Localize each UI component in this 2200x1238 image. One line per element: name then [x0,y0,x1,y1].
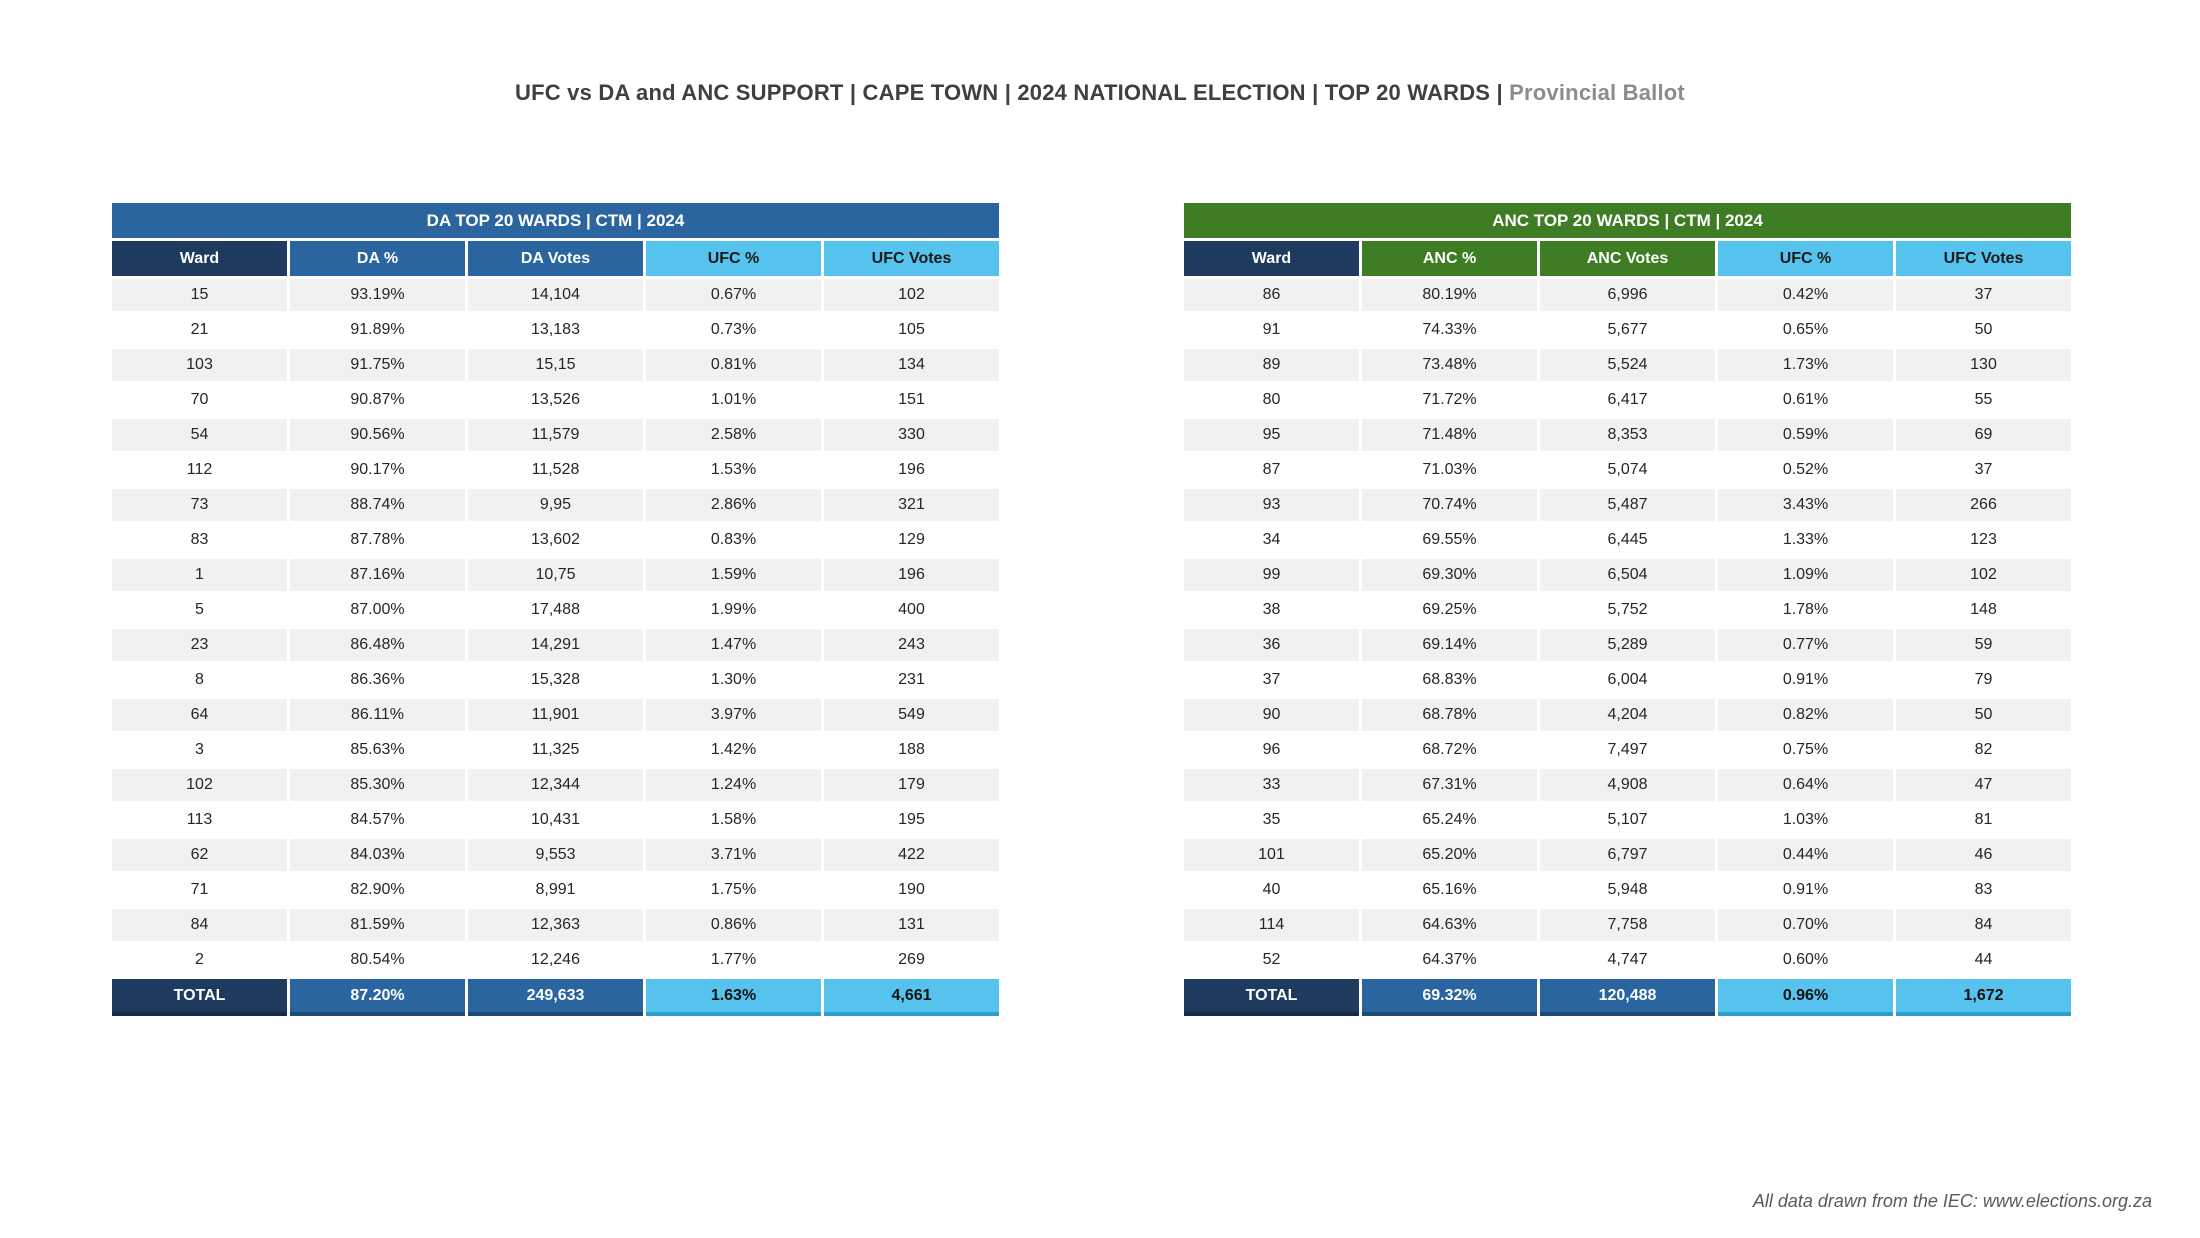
cell: 35 [1184,804,1359,836]
total-cell: 87.20% [290,979,465,1016]
cell: 40 [1184,874,1359,906]
cell: 3.97% [646,699,821,731]
cell: 90.56% [290,419,465,451]
cell: 69.55% [1362,524,1537,556]
cell: 1.58% [646,804,821,836]
cell: 17,488 [468,594,643,626]
cell: 96 [1184,734,1359,766]
table-row [112,734,999,766]
cell: 80.19% [1362,279,1537,311]
page-title-ballot-type: Provincial Ballot [1509,80,1685,105]
cell: 0.59% [1718,419,1893,451]
cell: 64.63% [1362,909,1537,941]
cell: 88.74% [290,489,465,521]
cell: 1 [112,559,287,591]
cell: 10,75 [468,559,643,591]
table-row [1184,699,2071,731]
cell: 0.65% [1718,314,1893,346]
cell: 105 [824,314,999,346]
cell: 84.57% [290,804,465,836]
cell: 266 [1896,489,2071,521]
cell: 21 [112,314,287,346]
cell: 9,95 [468,489,643,521]
cell: 10,431 [468,804,643,836]
total-cell: 0.96% [1718,979,1893,1016]
column-header: UFC % [646,241,821,276]
cell: 113 [112,804,287,836]
total-row [1184,979,2071,1016]
cell: 102 [824,279,999,311]
cell: 3.43% [1718,489,1893,521]
cell: 11,528 [468,454,643,486]
total-cell: 4,661 [824,979,999,1016]
cell: 74.33% [1362,314,1537,346]
page-title-main: UFC vs DA and ANC SUPPORT | CAPE TOWN | 2024 NATIONAL ELECTION | TOP 20 WARDS | [515,80,1503,105]
cell: 80 [1184,384,1359,416]
table-row [1184,279,2071,311]
cell: 54 [112,419,287,451]
table-row [1184,384,2071,416]
table-row [1184,349,2071,381]
cell: 13,602 [468,524,643,556]
cell: 5 [112,594,287,626]
cell: 13,183 [468,314,643,346]
cell: 179 [824,769,999,801]
cell: 70.74% [1362,489,1537,521]
table-row [112,769,999,801]
cell: 23 [112,629,287,661]
cell: 84 [112,909,287,941]
cell: 131 [824,909,999,941]
cell: 0.64% [1718,769,1893,801]
cell: 1.59% [646,559,821,591]
cell: 0.60% [1718,944,1893,976]
table-row [1184,839,2071,871]
cell: 0.81% [646,349,821,381]
cell: 95 [1184,419,1359,451]
table-row [112,314,999,346]
cell: 15 [112,279,287,311]
cell: 4,908 [1540,769,1715,801]
cell: 90.17% [290,454,465,486]
cell: 101 [1184,839,1359,871]
cell: 0.73% [646,314,821,346]
cell: 6,417 [1540,384,1715,416]
column-header: UFC Votes [824,241,999,276]
cell: 86.36% [290,664,465,696]
cell: 93.19% [290,279,465,311]
cell: 64 [112,699,287,731]
column-header: Ward [112,241,287,276]
cell: 0.61% [1718,384,1893,416]
cell: 71.48% [1362,419,1537,451]
column-header: DA % [290,241,465,276]
table-row [1184,874,2071,906]
cell: 69.14% [1362,629,1537,661]
cell: 0.82% [1718,699,1893,731]
cell: 151 [824,384,999,416]
anc-top20-table [1181,200,2074,1019]
cell: 99 [1184,559,1359,591]
table-row [112,349,999,381]
cell: 71.03% [1362,454,1537,486]
cell: 129 [824,524,999,556]
total-cell: 120,488 [1540,979,1715,1016]
cell: 9,553 [468,839,643,871]
table-row [1184,314,2071,346]
cell: 422 [824,839,999,871]
column-header: UFC Votes [1896,241,2071,276]
cell: 330 [824,419,999,451]
cell: 103 [112,349,287,381]
table-title: DA TOP 20 WARDS | CTM | 2024 [112,203,999,238]
cell: 2.86% [646,489,821,521]
cell: 52 [1184,944,1359,976]
cell: 44 [1896,944,2071,976]
cell: 87.16% [290,559,465,591]
cell: 69.30% [1362,559,1537,591]
cell: 1.09% [1718,559,1893,591]
cell: 7,497 [1540,734,1715,766]
cell: 86 [1184,279,1359,311]
cell: 50 [1896,314,2071,346]
table-title-row [1184,203,2071,238]
cell: 37 [1184,664,1359,696]
cell: 83 [1896,874,2071,906]
cell: 69.25% [1362,594,1537,626]
cell: 130 [1896,349,2071,381]
cell: 134 [824,349,999,381]
cell: 83 [112,524,287,556]
cell: 1.03% [1718,804,1893,836]
table-row [112,559,999,591]
cell: 4,747 [1540,944,1715,976]
cell: 196 [824,559,999,591]
cell: 112 [112,454,287,486]
cell: 5,677 [1540,314,1715,346]
column-header: ANC Votes [1540,241,1715,276]
cell: 3.71% [646,839,821,871]
cell: 14,291 [468,629,643,661]
cell: 62 [112,839,287,871]
table-row [112,909,999,941]
table-row [1184,909,2071,941]
cell: 123 [1896,524,2071,556]
cell: 68.72% [1362,734,1537,766]
cell: 6,996 [1540,279,1715,311]
total-cell: 1,672 [1896,979,2071,1016]
column-header-row [1184,241,2071,276]
total-cell: 249,633 [468,979,643,1016]
cell: 1.30% [646,664,821,696]
cell: 195 [824,804,999,836]
cell: 1.33% [1718,524,1893,556]
cell: 12,363 [468,909,643,941]
table-row [112,454,999,486]
cell: 1.01% [646,384,821,416]
cell: 1.77% [646,944,821,976]
cell: 65.20% [1362,839,1537,871]
table-row [1184,454,2071,486]
column-header: DA Votes [468,241,643,276]
cell: 1.47% [646,629,821,661]
cell: 15,328 [468,664,643,696]
table-row [1184,734,2071,766]
table-row [1184,419,2071,451]
cell: 1.53% [646,454,821,486]
cell: 73.48% [1362,349,1537,381]
cell: 11,325 [468,734,643,766]
cell: 33 [1184,769,1359,801]
cell: 69 [1896,419,2071,451]
table-row [1184,524,2071,556]
cell: 87.00% [290,594,465,626]
cell: 90 [1184,699,1359,731]
cell: 13,526 [468,384,643,416]
cell: 5,948 [1540,874,1715,906]
cell: 73 [112,489,287,521]
total-row [112,979,999,1016]
data-source-note: All data drawn from the IEC: www.elections.org.za [1752,1191,2152,1211]
table-row [1184,559,2071,591]
table-row [1184,769,2071,801]
table-row [112,524,999,556]
table-row [112,419,999,451]
cell: 5,107 [1540,804,1715,836]
table-row [112,489,999,521]
table-row [112,699,999,731]
page-title [0,80,2200,106]
cell: 93 [1184,489,1359,521]
cell: 15,15 [468,349,643,381]
cell: 59 [1896,629,2071,661]
cell: 114 [1184,909,1359,941]
cell: 148 [1896,594,2071,626]
cell: 196 [824,454,999,486]
cell: 5,752 [1540,594,1715,626]
column-header: ANC % [1362,241,1537,276]
cell: 4,204 [1540,699,1715,731]
cell: 55 [1896,384,2071,416]
cell: 82 [1896,734,2071,766]
cell: 86.11% [290,699,465,731]
cell: 549 [824,699,999,731]
cell: 1.75% [646,874,821,906]
cell: 1.24% [646,769,821,801]
cell: 87.78% [290,524,465,556]
cell: 91.89% [290,314,465,346]
table-row [1184,944,2071,976]
cell: 67.31% [1362,769,1537,801]
cell: 65.24% [1362,804,1537,836]
total-cell: TOTAL [1184,979,1359,1016]
cell: 321 [824,489,999,521]
table-row [112,664,999,696]
table-row [112,944,999,976]
cell: 79 [1896,664,2071,696]
cell: 1.99% [646,594,821,626]
table-row [112,629,999,661]
cell: 65.16% [1362,874,1537,906]
cell: 84.03% [290,839,465,871]
cell: 2.58% [646,419,821,451]
table-title: ANC TOP 20 WARDS | CTM | 2024 [1184,203,2071,238]
cell: 82.90% [290,874,465,906]
cell: 11,901 [468,699,643,731]
cell: 5,487 [1540,489,1715,521]
cell: 70 [112,384,287,416]
total-cell: TOTAL [112,979,287,1016]
cell: 102 [112,769,287,801]
cell: 86.48% [290,629,465,661]
cell: 0.44% [1718,839,1893,871]
cell: 190 [824,874,999,906]
cell: 50 [1896,699,2071,731]
cell: 1.42% [646,734,821,766]
cell: 7,758 [1540,909,1715,941]
cell: 38 [1184,594,1359,626]
cell: 400 [824,594,999,626]
cell: 71 [112,874,287,906]
table-row [1184,489,2071,521]
cell: 14,104 [468,279,643,311]
cell: 3 [112,734,287,766]
cell: 71.72% [1362,384,1537,416]
cell: 11,579 [468,419,643,451]
cell: 87 [1184,454,1359,486]
cell: 34 [1184,524,1359,556]
table-row [1184,664,2071,696]
cell: 0.67% [646,279,821,311]
cell: 0.86% [646,909,821,941]
cell: 12,246 [468,944,643,976]
cell: 91.75% [290,349,465,381]
cell: 81.59% [290,909,465,941]
cell: 8,991 [468,874,643,906]
cell: 6,797 [1540,839,1715,871]
table-row [112,874,999,906]
cell: 37 [1896,454,2071,486]
cell: 5,289 [1540,629,1715,661]
cell: 90.87% [290,384,465,416]
cell: 64.37% [1362,944,1537,976]
cell: 85.63% [290,734,465,766]
column-header: UFC % [1718,241,1893,276]
cell: 80.54% [290,944,465,976]
cell: 91 [1184,314,1359,346]
cell: 68.78% [1362,699,1537,731]
table-title-row [112,203,999,238]
total-cell: 1.63% [646,979,821,1016]
cell: 81 [1896,804,2071,836]
cell: 0.91% [1718,874,1893,906]
cell: 8,353 [1540,419,1715,451]
total-cell: 69.32% [1362,979,1537,1016]
cell: 5,524 [1540,349,1715,381]
cell: 0.70% [1718,909,1893,941]
table-row [112,839,999,871]
cell: 6,445 [1540,524,1715,556]
cell: 269 [824,944,999,976]
cell: 85.30% [290,769,465,801]
cell: 0.83% [646,524,821,556]
table-row [112,594,999,626]
cell: 8 [112,664,287,696]
column-header: Ward [1184,241,1359,276]
cell: 6,504 [1540,559,1715,591]
table-row [1184,629,2071,661]
table-row [1184,804,2071,836]
cell: 1.78% [1718,594,1893,626]
column-header-row [112,241,999,276]
cell: 68.83% [1362,664,1537,696]
cell: 0.52% [1718,454,1893,486]
table-row [112,384,999,416]
cell: 1.73% [1718,349,1893,381]
cell: 37 [1896,279,2071,311]
cell: 0.91% [1718,664,1893,696]
cell: 243 [824,629,999,661]
table-row [112,804,999,836]
cell: 6,004 [1540,664,1715,696]
cell: 5,074 [1540,454,1715,486]
cell: 84 [1896,909,2071,941]
da-top20-table [109,200,1002,1019]
cell: 46 [1896,839,2071,871]
cell: 188 [824,734,999,766]
cell: 47 [1896,769,2071,801]
cell: 36 [1184,629,1359,661]
cell: 231 [824,664,999,696]
cell: 0.77% [1718,629,1893,661]
cell: 0.42% [1718,279,1893,311]
cell: 12,344 [468,769,643,801]
cell: 2 [112,944,287,976]
table-row [1184,594,2071,626]
cell: 89 [1184,349,1359,381]
table-row [112,279,999,311]
cell: 102 [1896,559,2071,591]
cell: 0.75% [1718,734,1893,766]
